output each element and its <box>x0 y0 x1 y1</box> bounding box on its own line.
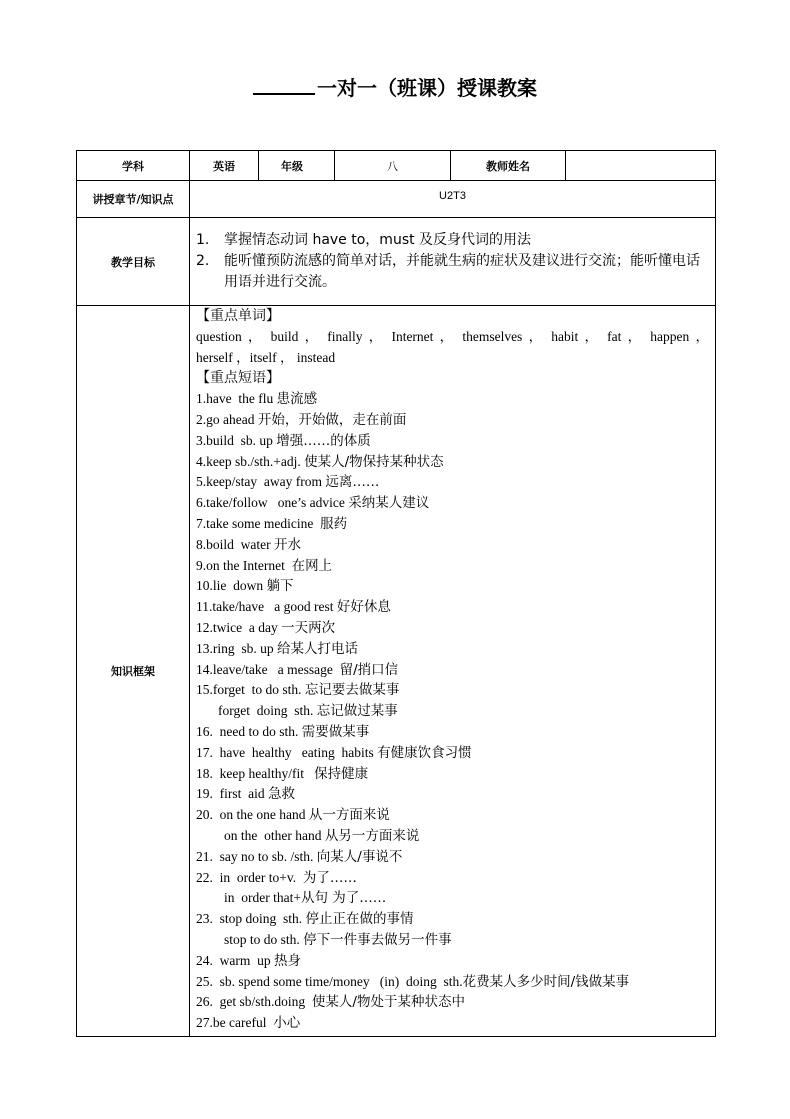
phrase-item <box>196 493 709 514</box>
knowledge-row <box>77 306 716 1037</box>
objective-item <box>196 230 709 251</box>
phrase-item <box>196 972 709 993</box>
objective-item <box>196 251 709 293</box>
phrase-item <box>196 764 709 785</box>
knowledge-content <box>190 306 716 1037</box>
phrase-item <box>196 514 709 535</box>
phrase-english: 11.take/have a good rest <box>196 599 337 615</box>
phrase-item <box>196 389 709 410</box>
objective-text: 掌握情态动词 have to，must 及反身代词的用法 <box>224 232 532 248</box>
objective-number: 1. <box>196 232 210 248</box>
phrase-english: 26. get sb/sth.doing <box>196 994 312 1010</box>
phrase-chinese: 一天两次 <box>281 619 336 636</box>
phrase-chinese: 花费某人多少时间/钱做某事 <box>462 973 630 990</box>
words-heading: 【重点单词】 <box>196 308 280 324</box>
phrase-english: on the other hand <box>224 827 325 843</box>
phrase-english: 13.ring sb. up <box>196 640 277 656</box>
phrase-english: 14.leave/take a message <box>196 661 340 677</box>
phrase-english: 10.lie down <box>196 578 267 594</box>
words-line-1: question ， build ， finally ， Internet ， themselves ， habit ， fat ， happen ， <box>196 328 709 344</box>
phrase-item <box>196 535 709 556</box>
phrase-english: 22. in order to+v. <box>196 869 303 885</box>
phrase-chinese: 向某人/事说不 <box>316 848 403 865</box>
phrase-chinese: 需要做某事 <box>301 723 370 740</box>
phrase-english: 4.keep sb./sth.+adj. <box>196 453 305 469</box>
teacher-value <box>566 151 716 181</box>
phrase-chinese: 躺下 <box>266 578 294 595</box>
phrase-english: in order that+ <box>224 890 301 906</box>
phrase-chinese: 从句 为了…… <box>300 890 387 907</box>
phrase-item <box>196 868 709 889</box>
objective-text: 能听懂预防流感的简单对话，并能就生病的症状及建议进行交流；能听懂电话用语并进行交流。 <box>224 253 700 290</box>
phrase-english: 5.keep/stay away from <box>196 474 326 490</box>
phrase-english: 6.take/follow one’s advice <box>196 495 349 511</box>
knowledge-label: 知识框架 <box>77 306 190 1037</box>
phrase-english: 17. have healthy eating habits <box>196 744 378 760</box>
objective-row <box>77 218 716 306</box>
phrase-english: 21. say no to sb. /sth. <box>196 848 317 864</box>
phrase-item <box>196 743 709 764</box>
phrase-chinese: 忘记做过某事 <box>316 703 398 720</box>
objective-content <box>190 218 716 306</box>
phrase-english: forget doing sth. <box>218 703 317 719</box>
phrase-chinese: 小心 <box>273 1015 301 1032</box>
phrase-english: 2.go ahead <box>196 411 258 427</box>
objective-number: 2. <box>196 253 210 269</box>
phrase-item <box>196 805 709 826</box>
phrase-item <box>196 639 709 660</box>
phrase-chinese: 留/捎口信 <box>339 661 399 678</box>
phrase-list <box>196 389 709 1034</box>
phrase-english: 12.twice a day <box>196 619 282 635</box>
title-text: 一对一（班课）授课教案 <box>317 76 537 100</box>
phrase-chinese: 使某人/物保持某种状态 <box>304 453 444 470</box>
phrase-chinese: 好好休息 <box>336 599 391 616</box>
phrase-item <box>196 722 709 743</box>
phrase-english: 18. keep healthy/fit <box>196 765 315 781</box>
phrase-item <box>196 1013 709 1034</box>
phrase-chinese: 有健康饮食习惯 <box>377 744 472 761</box>
phrase-english: 24. warm up <box>196 952 274 968</box>
phrase-item <box>196 680 709 701</box>
phrase-item <box>196 784 709 805</box>
grade-value: 八 <box>335 151 451 181</box>
phrase-item <box>196 597 709 618</box>
phrase-chinese: 给某人打电话 <box>277 640 358 657</box>
phrase-chinese: 开始，开始做，走在前面 <box>257 411 407 428</box>
phrase-english: 9.on the Internet <box>196 557 292 573</box>
phrase-chinese: 从另一方面来说 <box>324 827 420 844</box>
phrase-english: 19. first aid <box>196 786 268 802</box>
phrase-chinese: 保持健康 <box>314 765 369 782</box>
phrase-item <box>196 930 709 951</box>
objective-list <box>196 230 709 293</box>
chapter-value: U2T3 <box>190 181 716 218</box>
phrase-item <box>196 410 709 431</box>
phrase-chinese: 急救 <box>268 786 295 803</box>
phrase-item <box>196 888 709 909</box>
phrase-item <box>196 992 709 1013</box>
phrase-chinese: 停下一件事去做另一件事 <box>303 931 452 948</box>
phrase-english: 1.have the flu <box>196 391 277 407</box>
phrase-item <box>196 701 709 722</box>
phrase-item <box>196 909 709 930</box>
phrase-item <box>196 847 709 868</box>
phrase-item <box>196 576 709 597</box>
phrase-english: 15.forget to do sth. <box>196 682 305 698</box>
phrase-chinese: 远离…… <box>325 474 380 491</box>
phrase-english: 3.build sb. up <box>196 432 277 448</box>
phrase-chinese: 增强……的体质 <box>276 432 371 449</box>
phrase-chinese: 为了…… <box>302 869 357 886</box>
phrase-english: 27.be careful <box>196 1015 274 1031</box>
phrase-item <box>196 452 709 473</box>
subject-label: 学科 <box>77 151 190 181</box>
phrase-item <box>196 431 709 452</box>
grade-label: 年级 <box>259 151 335 181</box>
phrase-chinese: 采纳某人建议 <box>348 495 430 512</box>
header-row <box>77 151 716 181</box>
phrase-english: 23. stop doing sth. <box>196 911 306 927</box>
phrase-english: 16. need to do sth. <box>196 723 302 739</box>
chapter-row <box>77 181 716 218</box>
phrase-item <box>196 472 709 493</box>
objective-label: 教学目标 <box>77 218 190 306</box>
phrase-chinese: 使某人/物处于某种状态中 <box>311 994 465 1011</box>
phrase-chinese: 停止正在做的事情 <box>305 911 414 928</box>
teacher-label: 教师姓名 <box>451 151 566 181</box>
phrase-chinese: 忘记要去做某事 <box>304 682 400 699</box>
words-line-2: herself ，itself ， instead <box>196 349 336 365</box>
phrase-english: 20. on the one hand <box>196 807 309 823</box>
phrase-chinese: 患流感 <box>276 391 318 408</box>
phrase-item <box>196 951 709 972</box>
chapter-label: 讲授章节/知识点 <box>77 181 190 218</box>
phrase-item <box>196 618 709 639</box>
subject-value: 英语 <box>190 151 259 181</box>
phrase-english: 7.take some medicine <box>196 515 321 531</box>
phrases-heading: 【重点短语】 <box>196 370 280 387</box>
phrase-chinese: 从一方面来说 <box>308 807 390 824</box>
phrase-chinese: 热身 <box>274 952 301 969</box>
phrase-english: 8.boild water <box>196 536 274 552</box>
phrase-item <box>196 826 709 847</box>
phrase-chinese: 开水 <box>273 536 301 553</box>
phrase-chinese: 服药 <box>320 515 348 532</box>
phrase-chinese: 在网上 <box>291 557 333 574</box>
page-title <box>0 72 790 101</box>
title-blank-line <box>253 75 315 95</box>
phrase-item <box>196 660 709 681</box>
lesson-plan-table <box>76 150 716 1037</box>
phrase-english: 25. sb. spend some time/money (in) doing sth. <box>196 973 463 989</box>
phrase-english: stop to do sth. <box>224 931 304 947</box>
phrase-item <box>196 556 709 577</box>
